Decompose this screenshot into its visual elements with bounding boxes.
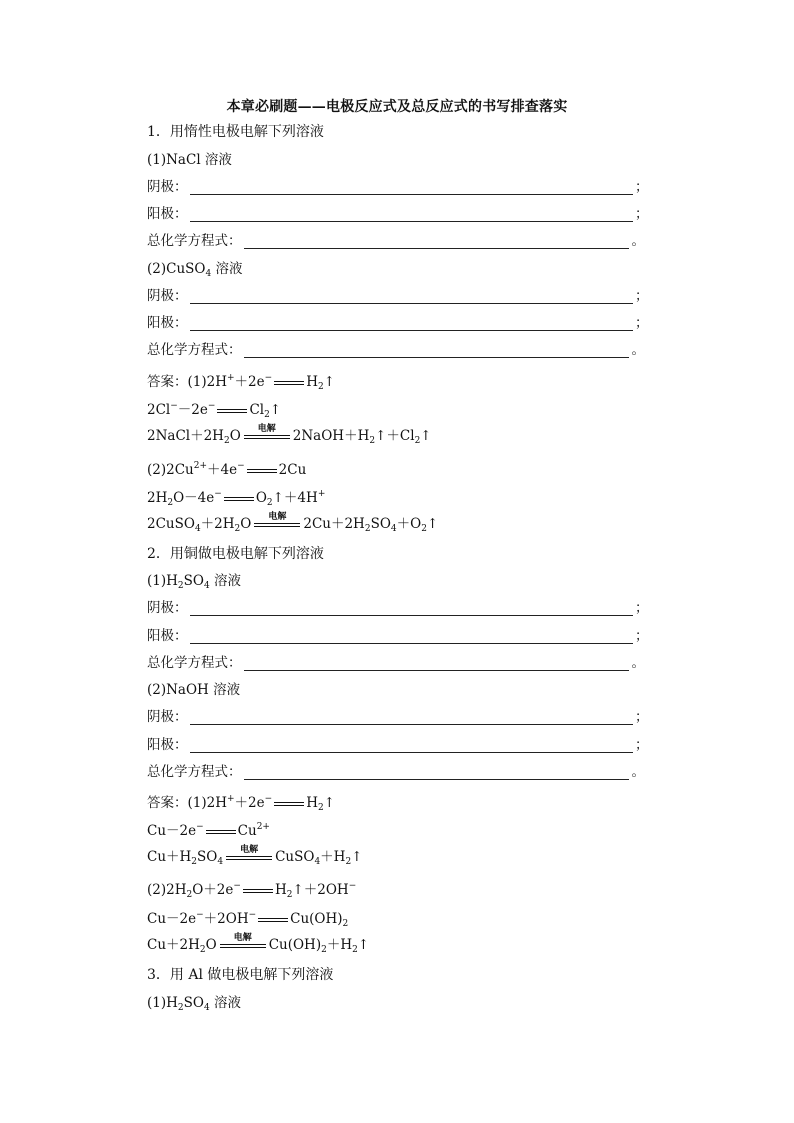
answer-blank[interactable] xyxy=(244,765,630,780)
electrolysis-condition: 电解 xyxy=(226,852,272,864)
answer-2-line-6: $Cu+2H_2O$ 电解 $Cu(OH)_2+H_2↑$ xyxy=(147,932,370,955)
answer-1-line-5: $2H_2O-4e^-$ $O_2↑+4H^+$ xyxy=(147,489,326,508)
answer-blank[interactable] xyxy=(244,343,630,358)
question-2-heading: 2．用铜做电极电解下列溶液 xyxy=(147,546,324,562)
total-equation-label: 总化学方程式： xyxy=(147,342,242,358)
answer-blank[interactable] xyxy=(190,180,634,195)
total-equation-label: 总化学方程式： xyxy=(147,764,242,780)
q2-sub2-label: (2)NaOH 溶液 xyxy=(147,682,241,698)
anode-label: 阳极： xyxy=(147,206,188,222)
equals-sign xyxy=(217,407,247,415)
q2-2-anode-field[interactable]: 阳极： ； xyxy=(147,737,649,753)
answer-blank[interactable] xyxy=(190,289,634,304)
q1-1-total-field[interactable]: 总化学方程式： 。 xyxy=(147,233,645,249)
answer-1-line-6: $2CuSO_4+2H_2O$ 电解 $2Cu+2H_2SO_4+O_2↑$ xyxy=(147,511,439,534)
equals-sign xyxy=(274,800,304,808)
anode-label: 阳极： xyxy=(147,628,188,644)
electrolysis-condition: 电解 xyxy=(244,431,290,443)
total-equation-label: 总化学方程式： xyxy=(147,655,242,671)
cathode-label: 阴极： xyxy=(147,179,188,195)
q1-1-cathode-field[interactable]: 阴极： ； xyxy=(147,179,649,195)
cathode-label: 阴极： xyxy=(147,709,188,725)
equals-sign xyxy=(243,887,273,895)
cathode-label: 阴极： xyxy=(147,288,188,304)
answer-2-line-2: Cu－2e− $Cu^{2+}$ xyxy=(147,822,270,839)
q2-1-cathode-field[interactable]: 阴极： ； xyxy=(147,600,649,616)
q2-1-anode-field[interactable]: 阳极： ； xyxy=(147,628,649,644)
answer-2-line-4: $(2)2H_2O+2e^-$ $H_2↑+2OH^-$ xyxy=(147,881,357,900)
electrolysis-condition: 电解 xyxy=(254,519,300,531)
q2-2-cathode-field[interactable]: 阴极： ； xyxy=(147,709,649,725)
q2-2-total-field[interactable]: 总化学方程式： 。 xyxy=(147,764,645,780)
question-3-heading: 3．用 Al 做电极电解下列溶液 xyxy=(147,967,334,983)
answer-blank[interactable] xyxy=(190,710,634,725)
equals-sign xyxy=(224,495,254,503)
anode-label: 阳极： xyxy=(147,737,188,753)
answer-1-line-4: $(2)2Cu^{2+}+4e^-$ 2Cu xyxy=(147,461,307,478)
equals-sign xyxy=(274,379,304,387)
answer-blank[interactable] xyxy=(190,601,634,616)
answer-blank[interactable] xyxy=(190,738,634,753)
answer-1-line-1: 答案：(1)2H+＋2e− $H_2↑$ xyxy=(147,373,336,392)
q2-1-total-field[interactable]: 总化学方程式： 。 xyxy=(147,655,645,671)
electrolysis-condition: 电解 xyxy=(220,940,266,952)
total-equation-label: 总化学方程式： xyxy=(147,233,242,249)
answer-blank[interactable] xyxy=(190,629,634,644)
q1-2-total-field[interactable]: 总化学方程式： 。 xyxy=(147,342,645,358)
equals-sign xyxy=(258,916,288,924)
answer-2-line-1: 答案：(1)2H+＋2e− $H_2↑$ xyxy=(147,794,336,813)
equals-sign xyxy=(206,828,236,836)
answer-1-line-2: 2Cl−－2e− $Cl_2↑$ xyxy=(147,401,282,420)
answer-2-line-5: Cu－2e−＋2OH− $Cu(OH)_2$ xyxy=(147,910,349,929)
answer-1-line-3: $2NaCl+2H_2O$ 电解 $2NaOH+H_2↑+Cl_2↑$ xyxy=(147,423,432,446)
equals-sign xyxy=(247,467,277,475)
answer-blank[interactable] xyxy=(190,316,634,331)
q1-sub1-label: (1)NaCl 溶液 xyxy=(147,152,232,168)
answer-blank[interactable] xyxy=(244,234,630,249)
q1-2-anode-field[interactable]: 阳极： ； xyxy=(147,315,649,331)
page-title: 本章必刷题——电极反应式及总反应式的书写排查落实 xyxy=(226,99,568,115)
q2-sub1-label: $(1)H_2SO_4$ 溶液 xyxy=(147,573,241,591)
q3-sub1-label: $(1)H_2SO_4$ 溶液 xyxy=(147,995,241,1013)
answer-blank[interactable] xyxy=(244,656,630,671)
anode-label: 阳极： xyxy=(147,315,188,331)
cathode-label: 阴极： xyxy=(147,600,188,616)
answer-2-line-3: $Cu+H_2SO_4$ 电解 $CuSO_4+H_2↑$ xyxy=(147,844,363,867)
q1-sub2-label: (2)CuSO$_4$ 溶液 xyxy=(147,261,243,279)
q1-2-cathode-field[interactable]: 阴极： ； xyxy=(147,288,649,304)
answer-blank[interactable] xyxy=(190,207,634,222)
q1-1-anode-field[interactable]: 阳极： ； xyxy=(147,206,649,222)
question-1-heading: 1．用惰性电极电解下列溶液 xyxy=(147,124,324,140)
